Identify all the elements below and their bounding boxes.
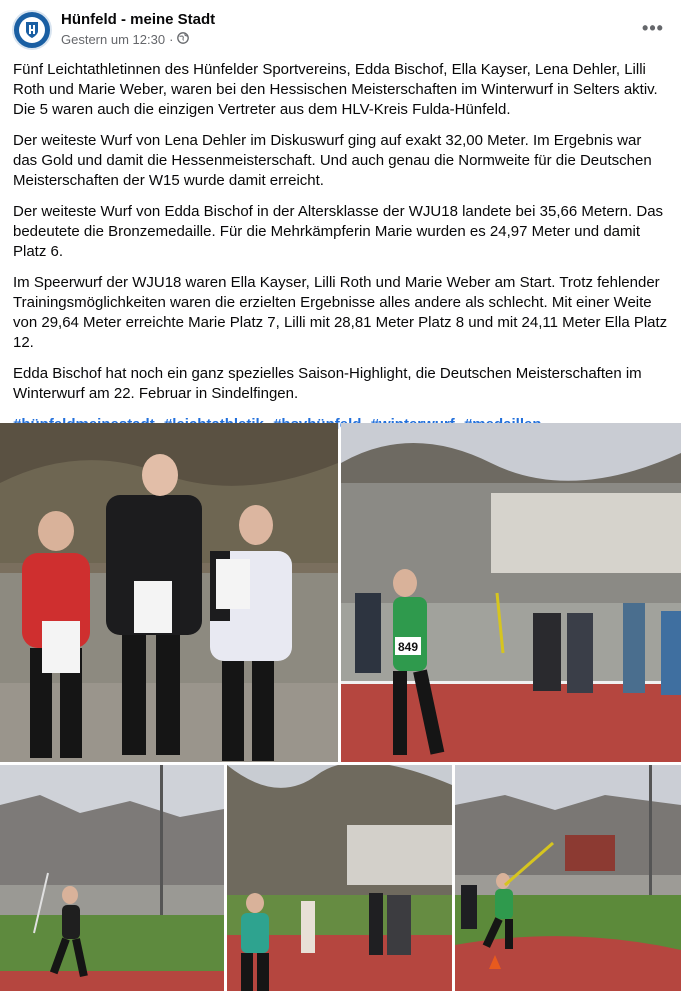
photo-javelin-run-up[interactable] <box>341 423 681 762</box>
globe-icon[interactable] <box>177 32 189 47</box>
post-header <box>0 0 681 56</box>
photo-javelin-release-left[interactable] <box>0 765 224 991</box>
post-paragraph: Der weiteste Wurf von Lena Dehler im Diskuswurf ging auf exakt 32,00 Meter. Im Ergebnis war das Gold und damit die Hessenmeisterschaft. Und auch genau die Normweite für die Deutschen Meisterschaften der W15 wurde damit erreicht. <box>13 132 652 189</box>
photo-javelin-throw-right[interactable] <box>455 765 681 991</box>
meta-separator: · <box>169 32 174 47</box>
post-paragraph: Im Speerwurf der WJU18 waren Ella Kayser, Lilli Roth und Marie Weber am Start. Trotz fehlender Trainingsmöglichkeiten waren die erzielten Ergebnisse alles andere als schlecht. Mit einer Weite von 29,64 Meter erreichte Marie Platz 7, Lilli mit 28,81 Meter Platz 8 und mit 24,11 Meter Ella Platz 12. <box>13 274 668 351</box>
more-options-icon[interactable]: ••• <box>642 17 664 38</box>
post-meta <box>61 32 189 47</box>
photo-javelin-middle[interactable] <box>227 765 452 991</box>
photo-podium[interactable] <box>0 423 338 762</box>
page-avatar[interactable] <box>12 10 52 50</box>
town-crest-icon <box>19 17 45 43</box>
post-paragraph: Edda Bischof hat noch ein ganz spezielles Saison-Highlight, die Deutschen Meisterschaften im Winterwurf am 22. Februar in Sindelfingen. <box>13 365 642 402</box>
post-paragraph: Fünf Leichtathletinnen des Hünfelder Sportvereins, Edda Bischof, Ella Kayser, Lena Dehler, Lilli Roth und Marie Weber, waren bei den Hessischen Meisterschaften im Winterwurf in Selters aktiv. Die 5 waren auch die einzigen Vertreter aus dem HLV-Kreis Fulda-Hünfeld. <box>13 61 658 118</box>
bib-number: 849 <box>397 640 419 654</box>
post-body <box>13 60 668 435</box>
page-name-link[interactable]: Hünfeld - meine Stadt <box>61 11 216 28</box>
post-paragraph: Der weiteste Wurf von Edda Bischof in der Altersklasse der WJU18 landete bei 35,66 Metern. Das bedeutete die Bronzemedaille. Für die Mehrkämpferin Marie wurden es 24,97 Meter und damit Platz 6. <box>13 203 664 260</box>
post-timestamp[interactable]: Gestern um 12:30 <box>61 32 166 47</box>
